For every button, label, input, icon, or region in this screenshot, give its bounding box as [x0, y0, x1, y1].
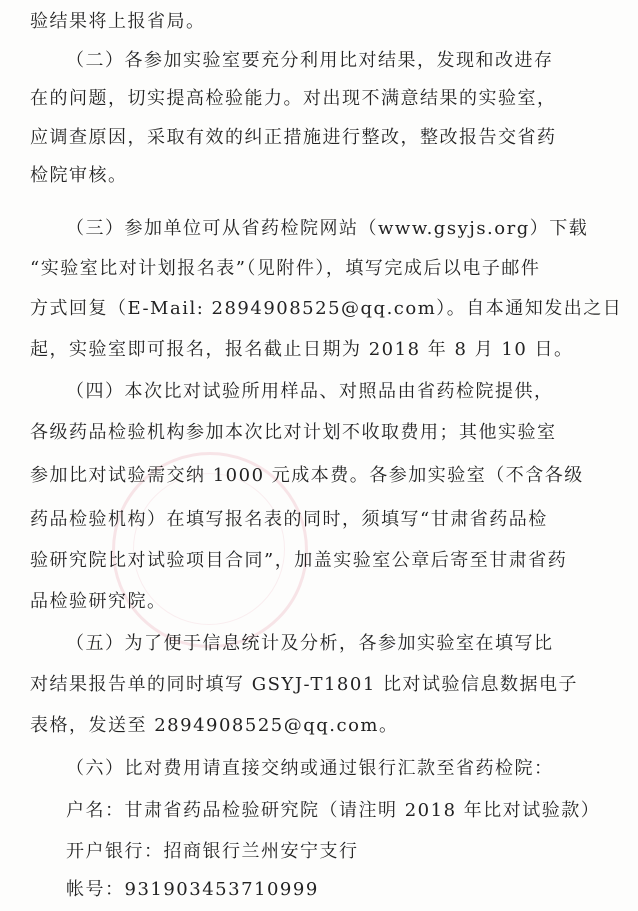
account-number-line: 帐号：931903453710999 [66, 879, 319, 900]
text-line: 应调查原因，采取有效的纠正措施进行整改，整改报告交省药 [30, 127, 557, 148]
account-name-line: 户名：甘肃省药品检验研究院（请注明 2018 年比对试验款） [66, 800, 601, 821]
text-line: 各级药品检验机构参加本次比对计划不收取费用；其他实验室 [30, 422, 557, 443]
text-line: 药品检验机构）在填写报名表的同时，须填写“甘肃省药品检 [30, 509, 548, 530]
text-line: 在的问题，切实提高检验能力。对出现不满意结果的实验室， [30, 88, 557, 109]
bank-line: 开户银行：招商银行兰州安宁支行 [66, 841, 359, 862]
text-line: 品检验研究院。 [30, 591, 167, 612]
paragraph-6-line-1: （六）比对费用请直接交纳或通过银行汇款至省药检院： [66, 758, 554, 779]
text-line: 检院审核。 [30, 165, 128, 186]
text-line: 起，实验室即可报名，报名截止日期为 2018 年 8 月 10 日。 [30, 339, 574, 360]
text-line: 参加比对试验需交纳 1000 元成本费。各参加实验室（不含各级 [30, 465, 584, 486]
text-line: “实验室比对计划报名表”（见附件），填写完成后以电子邮件 [30, 258, 541, 279]
paragraph-5-line-1: （五）为了便于信息统计及分析，各参加实验室在填写比 [66, 633, 554, 654]
text-line: 验结果将上报省局。 [30, 11, 206, 32]
text-line: 方式回复（E-Mail: 2894908525@qq.com）。自本通知发出之日 [30, 298, 623, 319]
paragraph-2-line-1: （二）各参加实验室要充分利用比对结果，发现和改进存 [66, 50, 554, 71]
text-line: 表格，发送至 2894908525@qq.com。 [30, 715, 399, 736]
text-line: 对结果报告单的同时填写 GSYJ-T1801 比对试验信息数据电子 [30, 674, 579, 695]
paragraph-3-line-1: （三）参加单位可从省药检院网站（www.gsyjs.org）下载 [66, 218, 589, 239]
paragraph-4-line-1: （四）本次比对试验所用样品、对照品由省药检院提供， [66, 381, 554, 402]
text-line: 验研究院比对试验项目合同”，加盖实验室公章后寄至甘肃省药 [30, 550, 568, 571]
